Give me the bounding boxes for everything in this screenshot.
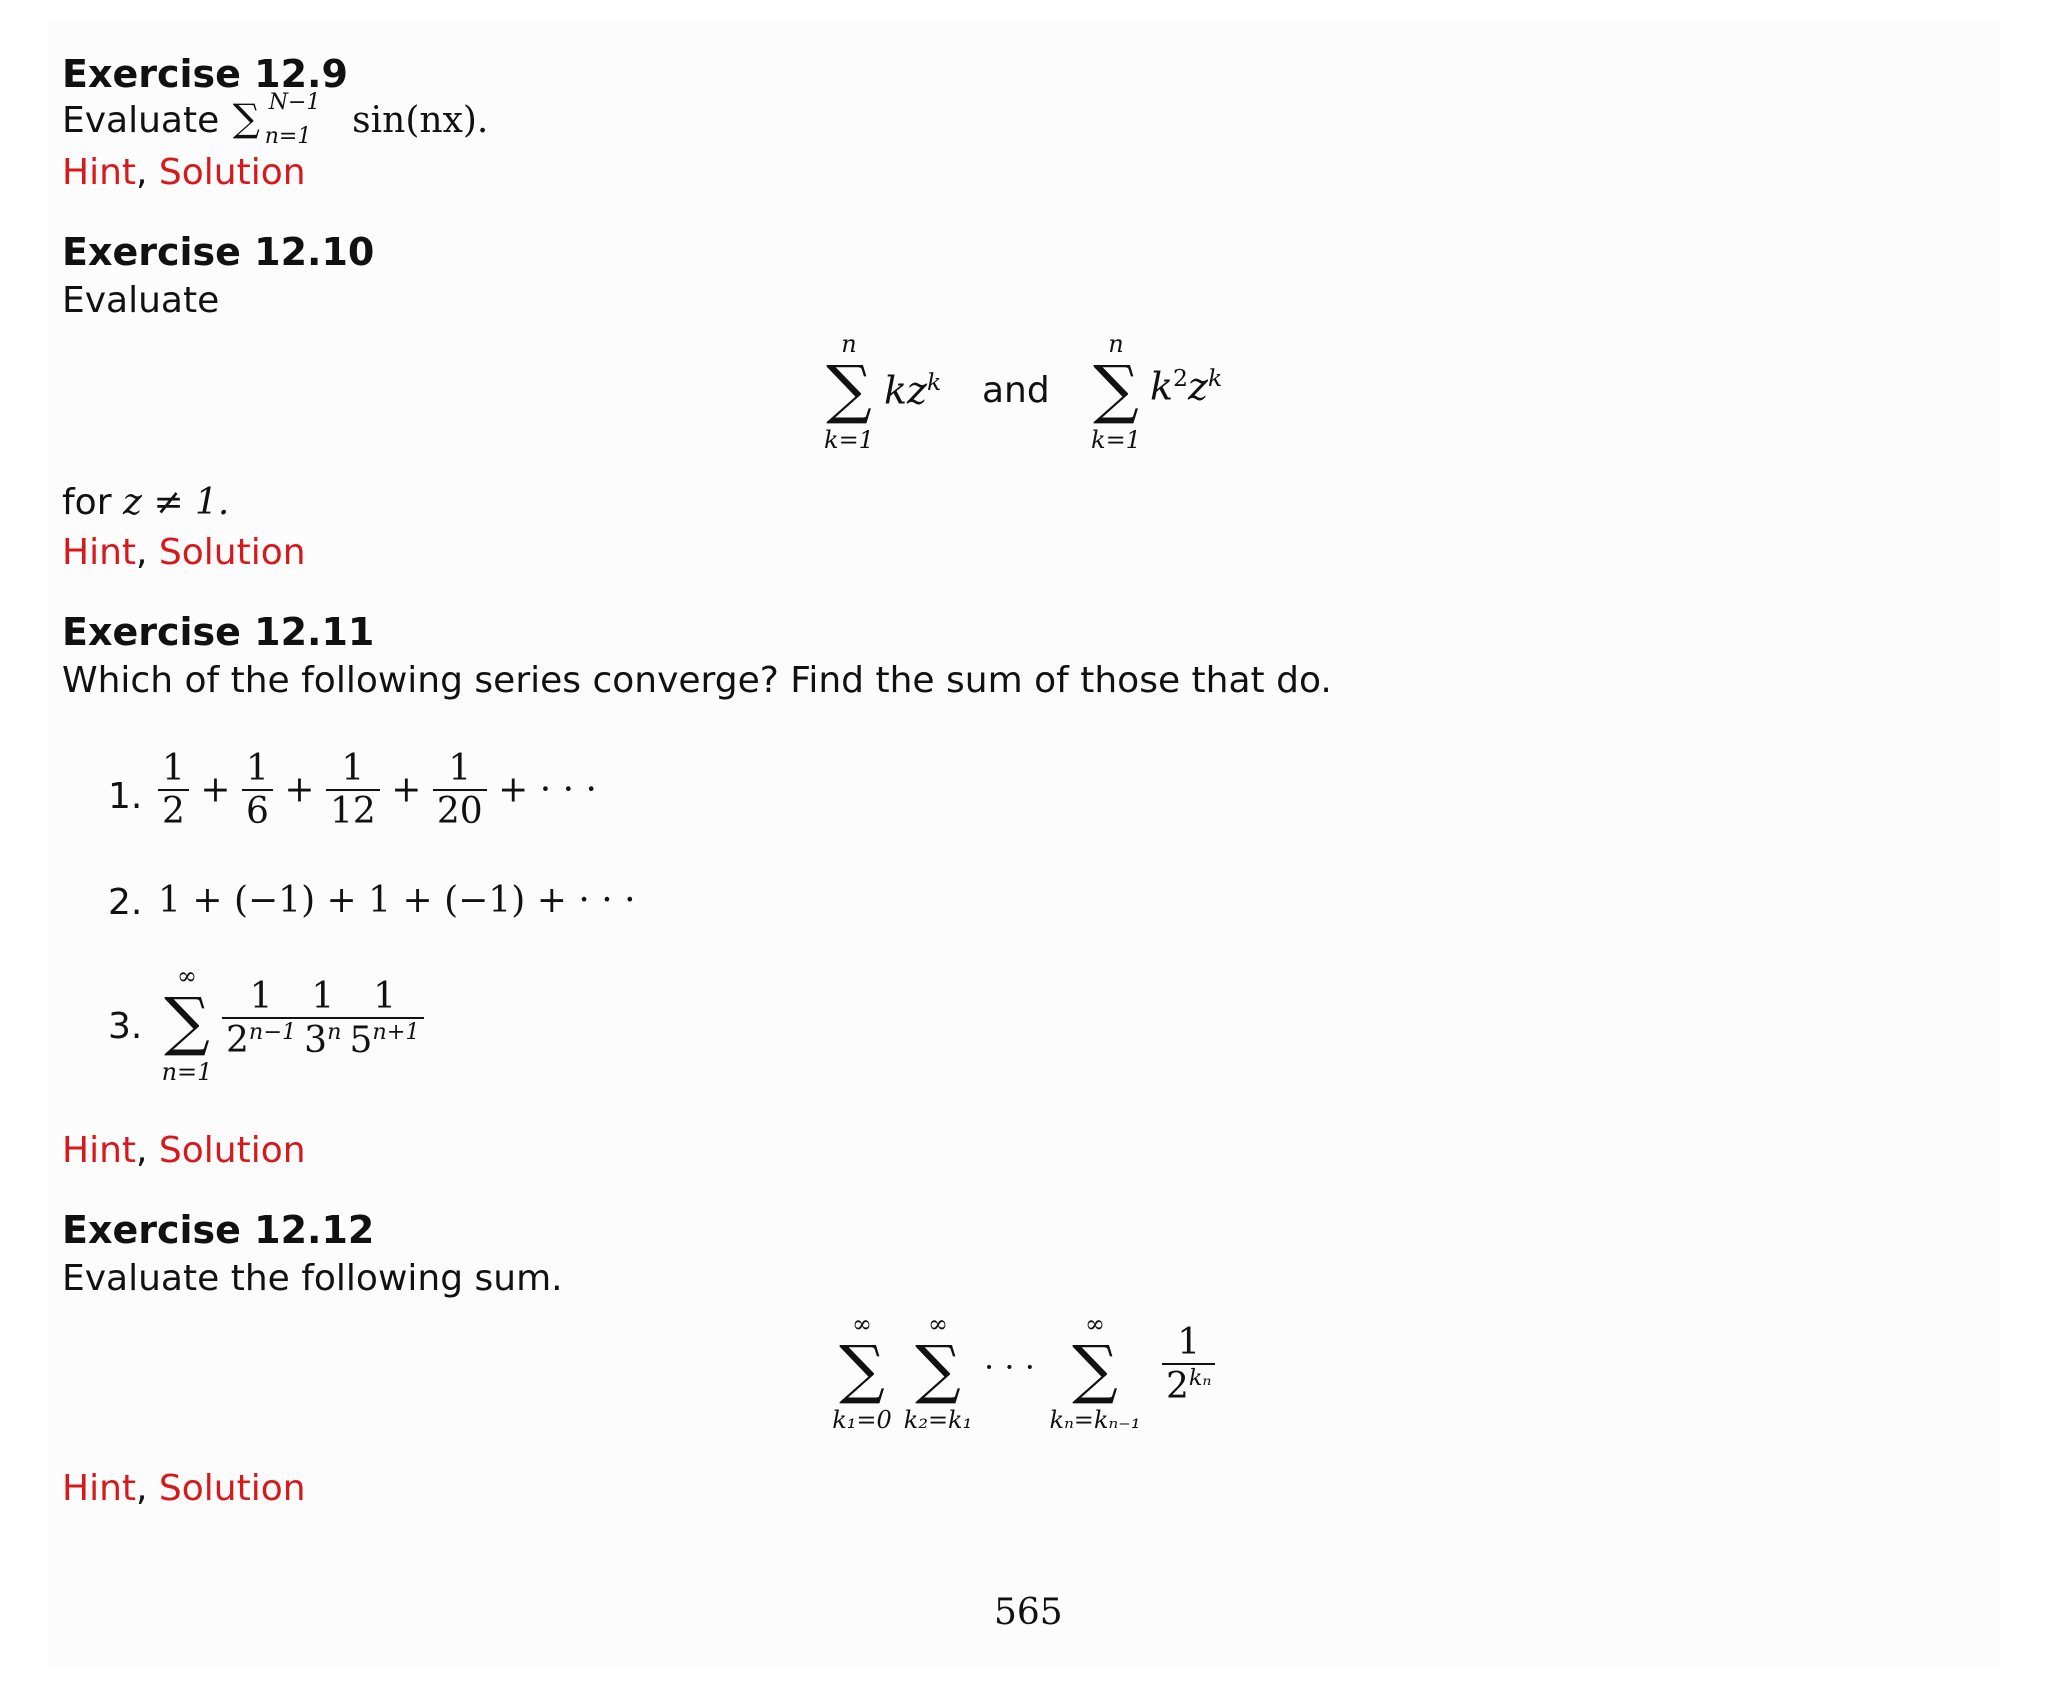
numerator: 1 <box>249 976 273 1017</box>
numerator: 1 <box>1177 1322 1201 1363</box>
sum-1 <box>818 330 880 454</box>
list-item-label: 2. <box>108 882 143 923</box>
evaluate-label: Evaluate <box>62 100 220 141</box>
term-base: kz <box>884 368 928 413</box>
sigma-symbol: ∑ <box>826 353 872 427</box>
numerator: 1 <box>448 748 472 789</box>
list-item-label: 1. <box>108 776 143 817</box>
sum-upper-limit: ∞ <box>177 962 197 990</box>
sum-2-term <box>1150 364 1222 409</box>
term-base: k <box>1150 364 1174 409</box>
hint-link[interactable]: Hint <box>62 1130 137 1171</box>
and-word: and <box>982 370 1050 411</box>
sum-upper-limit: ∞ <box>1085 1310 1105 1338</box>
sigma-symbol: ∑ <box>839 1333 885 1407</box>
nested-sum-summand <box>1162 1322 1215 1407</box>
condition-expression: z ≠ 1. <box>122 482 230 523</box>
exercise-12-12-links: Hint, Solution <box>62 1468 306 1509</box>
denominator: $5^{n+1}$ <box>345 1017 423 1061</box>
exercise-12-11-links: Hint, Solution <box>62 1130 306 1171</box>
denominator: 2 <box>158 789 189 832</box>
denominator: $2^{n-1}$ <box>222 1017 300 1061</box>
term-z: z <box>1188 364 1209 409</box>
solution-link[interactable]: Solution <box>158 1130 306 1171</box>
exercise-12-9-title: Exercise 12.9 <box>62 52 348 96</box>
exercise-12-9-statement <box>62 90 489 149</box>
list-item-2-expression: 1 + (−1) + 1 + (−1) + · · · <box>158 880 636 921</box>
sigma-symbol: ∑ <box>915 1333 961 1407</box>
sigma-symbol: ∑ <box>164 985 210 1059</box>
numerator: 1 <box>245 748 269 789</box>
sum-lower-limit: k=1 <box>1091 426 1141 454</box>
solution-link[interactable]: Solution <box>158 1468 306 1509</box>
term-exponent: k <box>927 368 942 396</box>
denominator: $2^{k_n}$ <box>1162 1363 1215 1407</box>
condition-line <box>62 482 229 523</box>
hint-link[interactable]: Hint <box>62 532 137 573</box>
page-number: 565 <box>994 1592 1063 1633</box>
exercise-12-10-links: Hint, Solution <box>62 532 306 573</box>
fraction <box>433 748 487 832</box>
nested-sum-1 <box>820 1310 904 1434</box>
exercise-12-11-title: Exercise 12.11 <box>62 610 375 654</box>
denominator: 6 <box>242 789 273 832</box>
sum-1-term <box>884 368 941 413</box>
exercise-12-9-links: Hint, Solution <box>62 152 306 193</box>
condition-prefix: for <box>62 482 112 523</box>
numerator: 1 <box>311 976 335 1017</box>
sum-body: sin(nx). <box>352 100 489 141</box>
exercise-12-12-title: Exercise 12.12 <box>62 1208 375 1252</box>
denominator: 12 <box>326 789 380 832</box>
sum-3 <box>152 962 222 1086</box>
fraction <box>1162 1322 1215 1407</box>
term-exponent: k <box>1208 364 1223 392</box>
sum-lower-limit: n=1 <box>264 124 312 149</box>
solution-link[interactable]: Solution <box>158 152 306 193</box>
fraction <box>326 748 380 832</box>
numerator: 1 <box>341 748 365 789</box>
evaluate-label: Evaluate <box>62 280 220 321</box>
sum-upper-limit: n <box>841 330 857 358</box>
nested-sum-n <box>1030 1310 1160 1434</box>
list-item-3-terms <box>222 976 424 1061</box>
sum-upper-limit: N−1 <box>268 90 321 115</box>
nested-sum-2 <box>896 1310 980 1434</box>
fraction <box>222 976 300 1061</box>
fraction <box>300 976 345 1061</box>
sigma-symbol: ∑ <box>1072 1333 1118 1407</box>
fraction <box>158 748 189 832</box>
numerator: 1 <box>373 976 396 1017</box>
sum-lower-limit: kₙ=kₙ₋₁ <box>1049 1406 1141 1434</box>
denominator: 20 <box>433 789 487 832</box>
sum-lower-limit: k=1 <box>824 426 874 454</box>
ellipsis: · · · <box>984 1348 1035 1386</box>
exercise-12-11-question: Which of the following series converge? Find the sum of those that do. <box>62 660 1332 701</box>
fraction <box>345 976 423 1061</box>
term-exponent: 2 <box>1173 364 1189 392</box>
hint-link[interactable]: Hint <box>62 1468 137 1509</box>
list-item-1-expression: $\frac{1}{2}$ + $\frac{1}{6}$ + $\frac{1}{12}$ + $\frac{1}{20}$ + · · · <box>158 748 597 832</box>
exercise-12-10-title: Exercise 12.10 <box>62 230 375 274</box>
sigma-symbol: ∑ <box>1093 353 1139 427</box>
series-tail: + · · · <box>498 769 597 811</box>
numerator: 1 <box>162 748 185 789</box>
hint-link[interactable]: Hint <box>62 152 137 193</box>
sigma-symbol: ∑ <box>232 96 260 140</box>
solution-link[interactable]: Solution <box>158 532 306 573</box>
sum-lower-limit: k₁=0 <box>832 1406 892 1434</box>
sum-upper-limit: ∞ <box>852 1310 872 1338</box>
denominator: 3$^n$ <box>300 1017 345 1061</box>
sum-upper-limit: n <box>1108 330 1124 358</box>
list-item-label: 3. <box>108 1006 143 1047</box>
sum-lower-limit: k₂=k₁ <box>903 1406 973 1434</box>
fraction <box>242 748 273 832</box>
sum-upper-limit: ∞ <box>928 1310 948 1338</box>
sum-lower-limit: n=1 <box>161 1058 213 1086</box>
exercise-12-12-question: Evaluate the following sum. <box>62 1258 563 1299</box>
inline-sum <box>231 90 341 149</box>
sum-2 <box>1085 330 1147 454</box>
